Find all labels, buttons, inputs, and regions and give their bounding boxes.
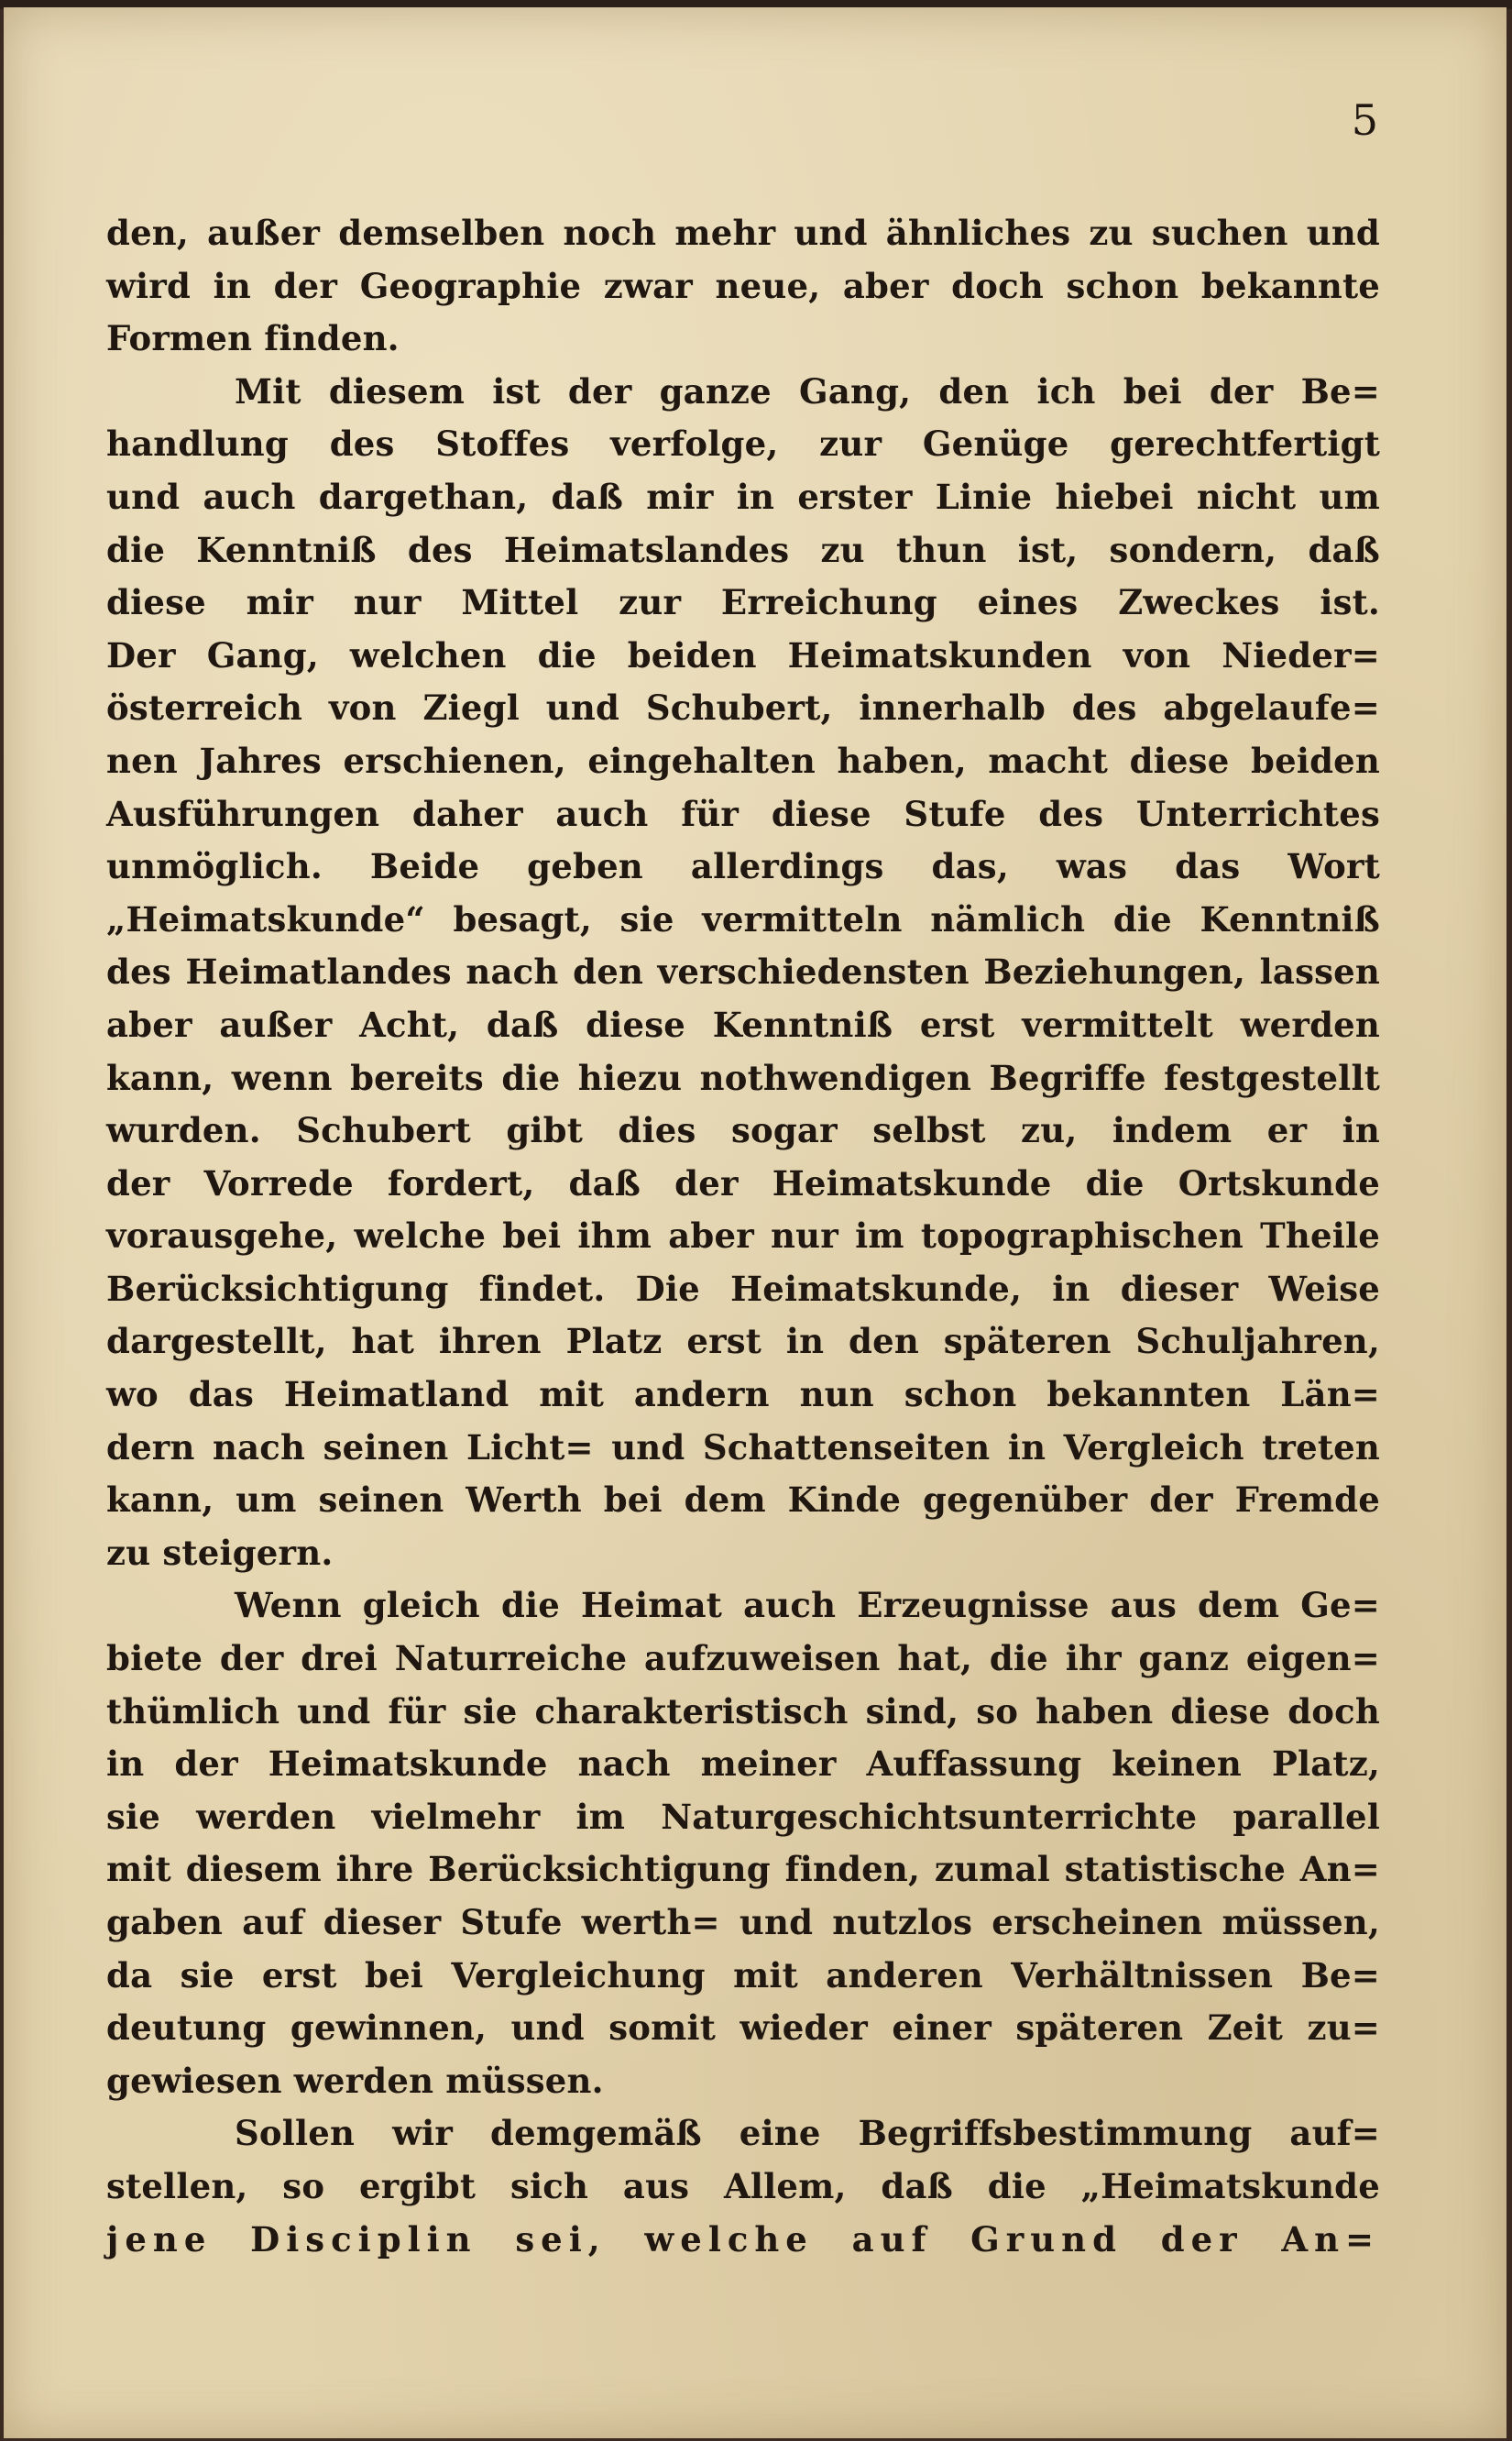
text-line: vorausgehe, welche bei ihm aber nur im topographischen Theile xyxy=(106,1215,1380,1257)
text-line: da sie erst bei Vergleichung mit anderen Verhältnissen Be= xyxy=(106,1954,1380,1996)
text-line: thümlich und für sie charakteristisch sind, so haben diese doch xyxy=(106,1690,1380,1732)
text-line: Wenn gleich die Heimat auch Erzeugnisse aus dem Ge= xyxy=(235,1585,1380,1626)
text-line: gewiesen werden müssen. xyxy=(106,2060,604,2101)
text-line: und auch dargethan, daß mir in erster Linie hiebei nicht um xyxy=(106,476,1380,517)
body-text xyxy=(106,207,1380,2266)
text-line: kann, wenn bereits die hiezu nothwendigen Begriffe festgestellt xyxy=(106,1057,1380,1098)
text-line: Formen finden. xyxy=(106,318,400,359)
text-line: mit diesem ihre Berücksichtigung finden, zumal statistische An= xyxy=(106,1849,1380,1890)
text-line: stellen, so ergibt sich aus Allem, daß die „Heimatskunde xyxy=(106,2165,1380,2206)
text-line: nen Jahres erschienen, eingehalten haben, macht diese beiden xyxy=(106,740,1380,781)
text-line: die Kenntniß des Heimatslandes zu thun ist, sondern, daß xyxy=(106,529,1380,570)
text-line: den, außer demselben noch mehr und ähnliches zu suchen und xyxy=(106,213,1380,253)
text-line: aber außer Acht, daß diese Kenntniß erst vermittelt werden xyxy=(106,1004,1380,1045)
text-line: Der Gang, welchen die beiden Heimatskunden von Nieder= xyxy=(106,634,1380,676)
text-line: dern nach seinen Licht= und Schattenseiten in Vergleich treten xyxy=(106,1426,1380,1468)
text-line: des Heimatlandes nach den verschiedensten Beziehungen, lassen xyxy=(106,951,1380,993)
text-line: zu steigern. xyxy=(106,1532,334,1573)
text-line: in der Heimatskunde nach meiner Auffassung keinen Platz, xyxy=(106,1743,1380,1785)
text-line: Mit diesem ist der ganze Gang, den ich bei der Be= xyxy=(235,370,1380,412)
text-line: der Vorrede fordert, daß der Heimatskunde die Ortskunde xyxy=(106,1162,1380,1204)
text-line: dargestellt, hat ihren Platz erst in den späteren Schuljahren, xyxy=(106,1321,1380,1362)
text-line: unmöglich. Beide geben allerdings das, was das Wort xyxy=(106,846,1380,887)
text-line: kann, um seinen Werth bei dem Kinde gegenüber der Fremde xyxy=(106,1479,1380,1521)
book-page xyxy=(4,7,1507,2438)
text-line: Sollen wir demgemäß eine Begriffsbestimmung auf= xyxy=(235,2113,1380,2154)
text-line: deutung gewinnen, und somit wieder einer späteren Zeit zu= xyxy=(106,2007,1380,2049)
text-line: sie werden vielmehr im Naturgeschichtsunterrichte parallel xyxy=(106,1796,1380,1837)
page-number: 5 xyxy=(1351,95,1378,145)
text-line: biete der drei Naturreiche aufzuweisen hat, die ihr ganz eigen= xyxy=(106,1638,1380,1679)
text-line: österreich von Ziegl und Schubert, innerhalb des abgelaufe= xyxy=(106,687,1380,729)
text-line: „Heimatskunde“ besagt, sie vermitteln nämlich die Kenntniß xyxy=(106,898,1380,940)
text-line: Ausführungen daher auch für diese Stufe des Unterrichtes xyxy=(106,793,1380,834)
text-line: wurden. Schubert gibt dies sogar selbst zu, indem er in xyxy=(106,1110,1380,1151)
text-line: Berücksichtigung findet. Die Heimatskunde, in dieser Weise xyxy=(106,1268,1380,1309)
text-line: wo das Heimatland mit andern nun schon bekannten Län= xyxy=(106,1374,1380,1415)
text-line: jene Disciplin sei, welche auf Grund der An= xyxy=(106,2218,1380,2260)
text-line: wird in der Geographie zwar neue, aber doch schon bekannte xyxy=(106,265,1380,306)
text-line: handlung des Stoffes verfolge, zur Genüge gerechtfertigt xyxy=(106,423,1380,465)
text-line: diese mir nur Mittel zur Erreichung eines Zweckes ist. xyxy=(106,582,1380,623)
text-line: gaben auf dieser Stufe werth= und nutzlos erscheinen müssen, xyxy=(106,1902,1380,1942)
